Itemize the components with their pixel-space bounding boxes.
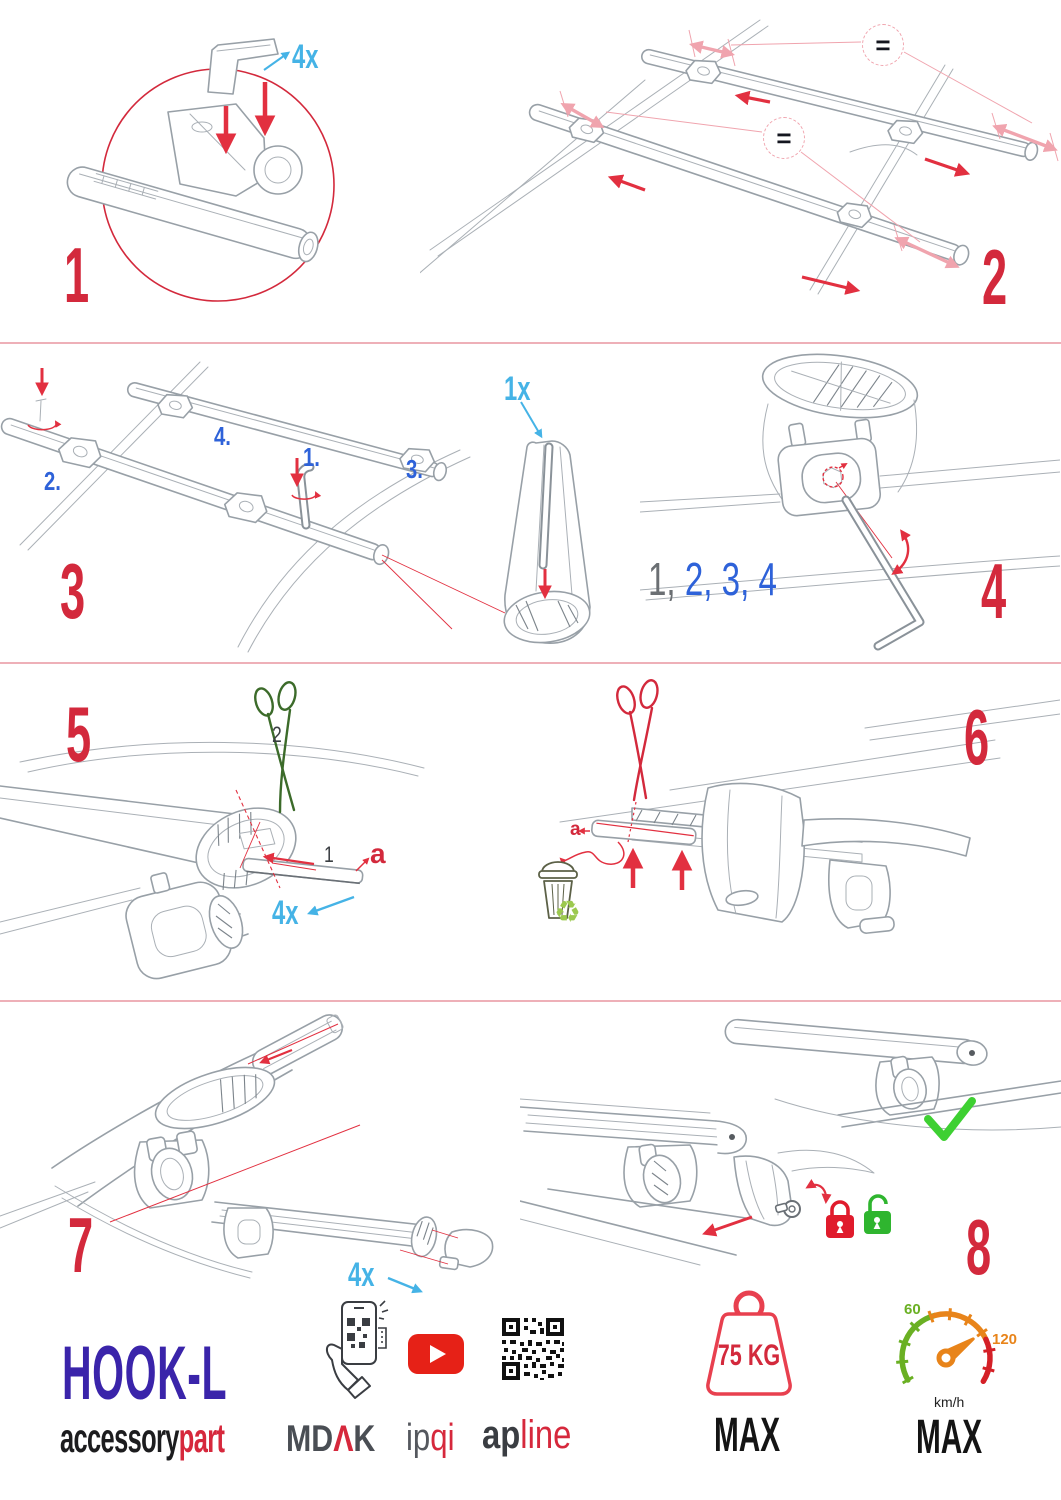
step2-illustration: [420, 5, 1060, 335]
step4-number: 4: [981, 547, 1007, 635]
recycle-icon: ♻: [554, 896, 581, 929]
speed-unit: km/h: [934, 1394, 965, 1410]
step5-qty-label: 4x: [272, 894, 299, 932]
product-name: HOOK-L: [62, 1331, 228, 1416]
max-weight-icon: [676, 1288, 822, 1410]
step5-scissors-label: 2: [272, 722, 282, 747]
equal-distance-badge: =: [862, 24, 904, 66]
step3-order-label-1: 1.: [303, 442, 320, 472]
step1-number: 1: [64, 231, 90, 319]
section-divider-1: [0, 342, 1061, 344]
lock-open-icon: [864, 1196, 891, 1234]
step7-qty-label: 4x: [348, 1256, 375, 1294]
step4-sequence-first: 1,: [648, 553, 676, 605]
step6-dim-label: a: [570, 819, 581, 840]
step4-sequence-rest: 2, 3, 4: [675, 553, 777, 605]
step3-qty-label: 1x: [504, 370, 531, 408]
brand-wordmark: accessorypart: [60, 1415, 225, 1461]
lock-closed-icon: [826, 1202, 854, 1238]
speed-tick-high: 120: [992, 1331, 1018, 1348]
step5-dim-label: a: [370, 838, 386, 869]
step2-number: 2: [982, 233, 1008, 321]
step1-qty-label: 4x: [292, 38, 319, 76]
speed-tick-low: 60: [904, 1301, 921, 1318]
logo-mdak: MDΛK: [286, 1418, 376, 1459]
qr-scan-phone-icon: [318, 1298, 392, 1404]
step3-order-label-2: 2.: [44, 466, 61, 496]
logo-ipqi: ipqi: [406, 1417, 455, 1459]
logo-apline: apline: [482, 1413, 572, 1457]
max-speed-icon: [880, 1294, 1020, 1414]
step6-number: 6: [964, 693, 990, 781]
equal-distance-badge: =: [763, 117, 805, 159]
step3-order-label-4: 4.: [214, 421, 231, 451]
step3-order-label-3: 3.: [406, 454, 423, 484]
max-weight-value: 75 KG: [717, 1337, 781, 1372]
max-speed-label: MAX: [916, 1411, 983, 1464]
step5-number: 5: [66, 690, 92, 778]
step7-number: 7: [68, 1201, 94, 1289]
section-divider-2: [0, 662, 1061, 664]
step5-strip-label: 1: [324, 842, 334, 867]
step3-number: 3: [60, 547, 86, 635]
step4-sequence: [648, 553, 827, 605]
max-weight-label: MAX: [714, 1409, 781, 1462]
qr-code: [500, 1316, 566, 1382]
youtube-icon: [408, 1334, 464, 1374]
section-divider-3: [0, 1000, 1061, 1002]
step8-number: 8: [966, 1203, 992, 1291]
